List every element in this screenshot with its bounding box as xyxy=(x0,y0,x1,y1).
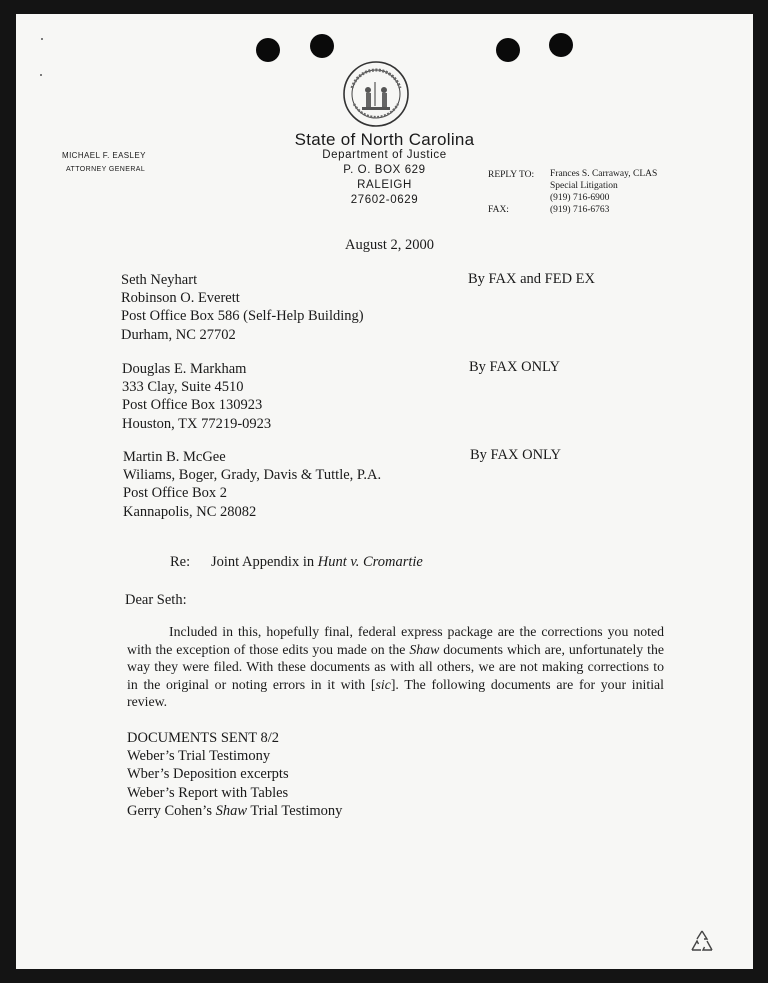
reply-to-name: Frances S. Carraway, CLAS xyxy=(550,169,658,179)
document-item: Wber’s Deposition excerpts xyxy=(127,766,289,783)
recipient-line: Post Office Box 2 xyxy=(123,485,228,502)
scan-speck xyxy=(41,38,43,40)
recipient-block xyxy=(123,448,381,521)
recipient-block xyxy=(121,271,364,344)
documents-heading: DOCUMENTS SENT 8/2 xyxy=(127,730,279,746)
fax-label: FAX: xyxy=(488,205,509,215)
state-seal-icon xyxy=(342,60,410,128)
po-box-line: P. O. BOX 629 xyxy=(343,164,426,176)
attorney-name: MICHAEL F. EASLEY xyxy=(62,151,146,160)
letterhead-title: State of North Carolina xyxy=(294,130,475,149)
document-item: Gerry Cohen’s Shaw Trial Testimony xyxy=(127,802,343,819)
recipient-line: Martin B. McGee xyxy=(123,449,226,465)
recipient-line: Kannapolis, NC 28082 xyxy=(123,503,257,520)
re-subject: Joint Appendix in Hunt v. Cromartie xyxy=(211,554,423,570)
recipient-line: Houston, TX 77219-0923 xyxy=(122,415,272,432)
delivery-method: By FAX and FED EX xyxy=(468,271,596,287)
recipient-line: Robinson O. Everett xyxy=(121,290,240,307)
zip-line: 27602-0629 xyxy=(350,194,419,206)
binder-hole xyxy=(549,33,573,57)
document-item: Weber’s Report with Tables xyxy=(127,784,289,801)
delivery-method: By FAX ONLY xyxy=(470,447,561,463)
documents-list xyxy=(127,729,342,820)
re-label: Re: xyxy=(170,554,191,570)
recipient-line: Post Office Box 586 (Self-Help Building) xyxy=(121,308,364,325)
binder-hole xyxy=(310,34,334,58)
recipient-line: Douglas E. Markham xyxy=(122,361,247,377)
reply-to-label: REPLY TO: xyxy=(488,170,535,180)
binder-hole xyxy=(496,38,520,62)
recipient-block xyxy=(122,360,271,433)
letter-page xyxy=(16,14,753,969)
scan-speck xyxy=(40,74,42,76)
department-line: Department of Justice xyxy=(322,149,447,161)
recycle-icon xyxy=(688,928,716,956)
recipient-line: 333 Clay, Suite 4510 xyxy=(122,379,244,396)
fax-number: (919) 716-6763 xyxy=(550,205,610,215)
city-line: RALEIGH xyxy=(357,179,412,191)
recipient-line: Wiliams, Boger, Grady, Davis & Tuttle, P.A. xyxy=(123,467,382,484)
attorney-title: ATTORNEY GENERAL xyxy=(66,166,146,173)
document-item: Weber’s Trial Testimony xyxy=(127,748,271,765)
salutation: Dear Seth: xyxy=(125,592,187,608)
recipient-line: Seth Neyhart xyxy=(121,272,198,288)
binder-hole xyxy=(256,38,280,62)
delivery-method: By FAX ONLY xyxy=(469,359,560,375)
body-paragraph: Included in this, hopefully final, federal express package are the corrections you noted with the exception of those edits you made on the Shaw documents which are, unfortunately the way they were filed. With these documents as with all others, we are not making corrections to in the original or noting errors in it with [sic]. The following documents are for your initial review. xyxy=(127,624,664,709)
recipient-line: Post Office Box 130923 xyxy=(122,397,263,414)
letter-date: August 2, 2000 xyxy=(345,237,435,253)
reply-to-phone: (919) 716-6900 xyxy=(550,193,610,203)
recipient-line: Durham, NC 27702 xyxy=(121,326,236,343)
reply-to-dept: Special Litigation xyxy=(550,181,618,191)
